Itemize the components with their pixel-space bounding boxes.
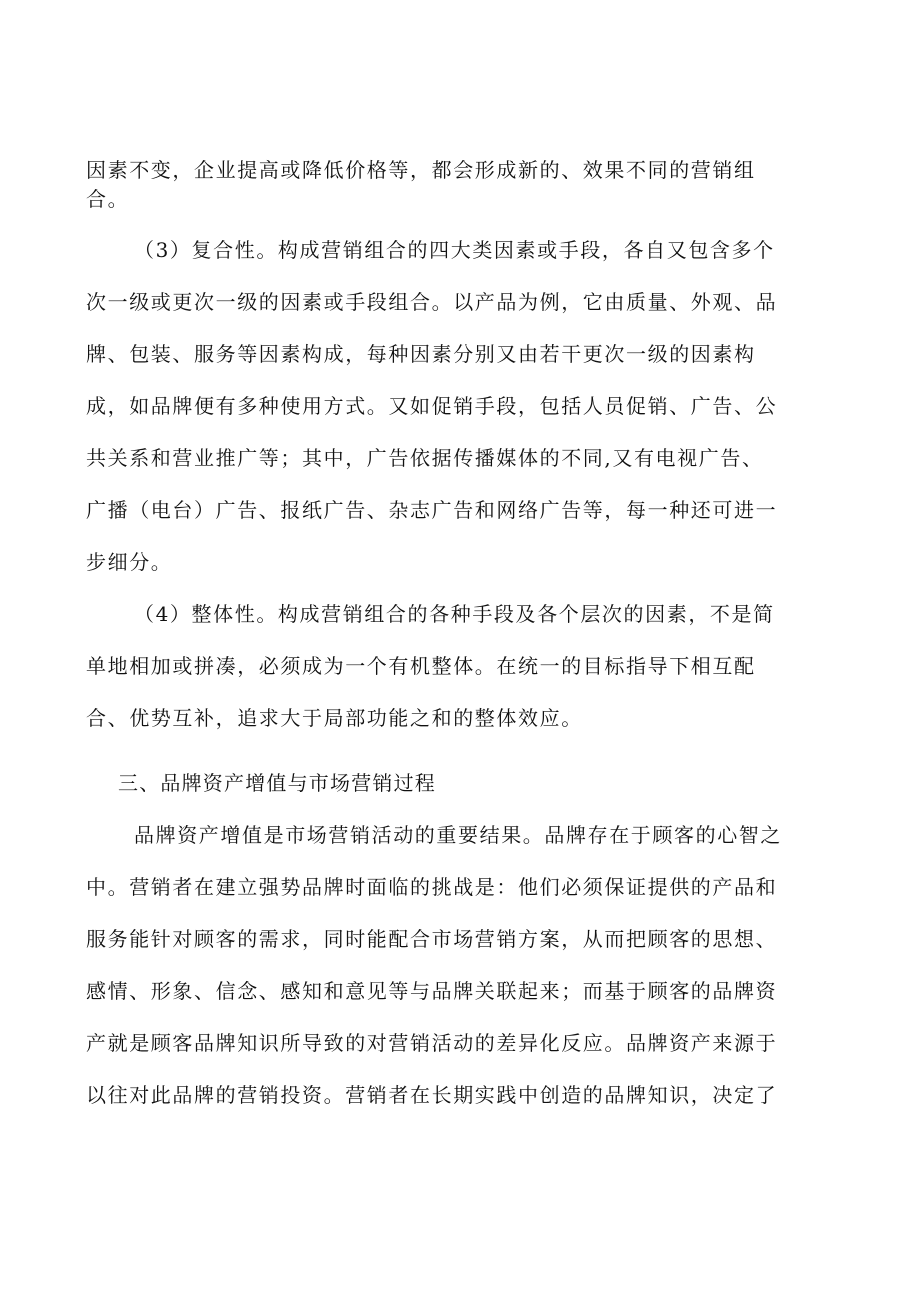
paragraph-line: 因素不变，企业提高或降低价格等，都会形成新的、效果不同的营销组: [86, 158, 756, 182]
paragraph-line: 广播（电台）广告、报纸广告、杂志广告和网络广告等，每一种还可进一: [86, 498, 778, 522]
paragraph-line: 感情、形象、信念、感知和意见等与品牌关联起来；而基于顾客的品牌资: [86, 979, 778, 1003]
paragraph-line: 次一级或更次一级的因素或手段组合。以产品为例，它由质量、外观、品: [86, 290, 778, 314]
paragraph-line: 产就是顾客品牌知识所导致的对营销活动的差异化反应。品牌资产来源于: [86, 1031, 778, 1055]
paragraph-line: 牌、包装、服务等因素构成，每种因素分别又由若干更次一级的因素构: [86, 342, 756, 366]
paragraph-line: （4）整体性。构成营销组合的各种手段及各个层次的因素，不是简: [134, 602, 775, 626]
paragraph-line: （3）复合性。构成营销组合的四大类因素或手段，各自又包含多个: [134, 238, 775, 262]
paragraph-line: 以往对此品牌的营销投资。营销者在长期实践中创造的品牌知识，决定了: [86, 1083, 778, 1107]
paragraph-line: 中。营销者在建立强势品牌时面临的挑战是：他们必须保证提供的产品和: [86, 875, 778, 899]
paragraph-line: 共关系和营业推广等；其中，广告依据传播媒体的不同,又有电视广告、: [86, 446, 764, 470]
paragraph-line: 合。: [86, 187, 130, 211]
section-heading: 三、品牌资产增值与市场营销过程: [118, 771, 436, 795]
paragraph-line: 服务能针对顾客的需求，同时能配合市场营销方案，从而把顾客的思想、: [86, 927, 778, 951]
paragraph-line: 单地相加或拼凑，必须成为一个有机整体。在统一的目标指导下相互配: [86, 654, 756, 678]
paragraph-line: 步细分。: [86, 550, 173, 574]
paragraph-line: 品牌资产增值是市场营销活动的重要结果。品牌存在于顾客的心智之: [134, 823, 782, 847]
paragraph-line: 成，如品牌便有多种使用方式。又如促销手段，包括人员促销、广告、公: [86, 394, 778, 418]
paragraph-line: 合、优势互补，追求大于局部功能之和的整体效应。: [86, 706, 583, 730]
